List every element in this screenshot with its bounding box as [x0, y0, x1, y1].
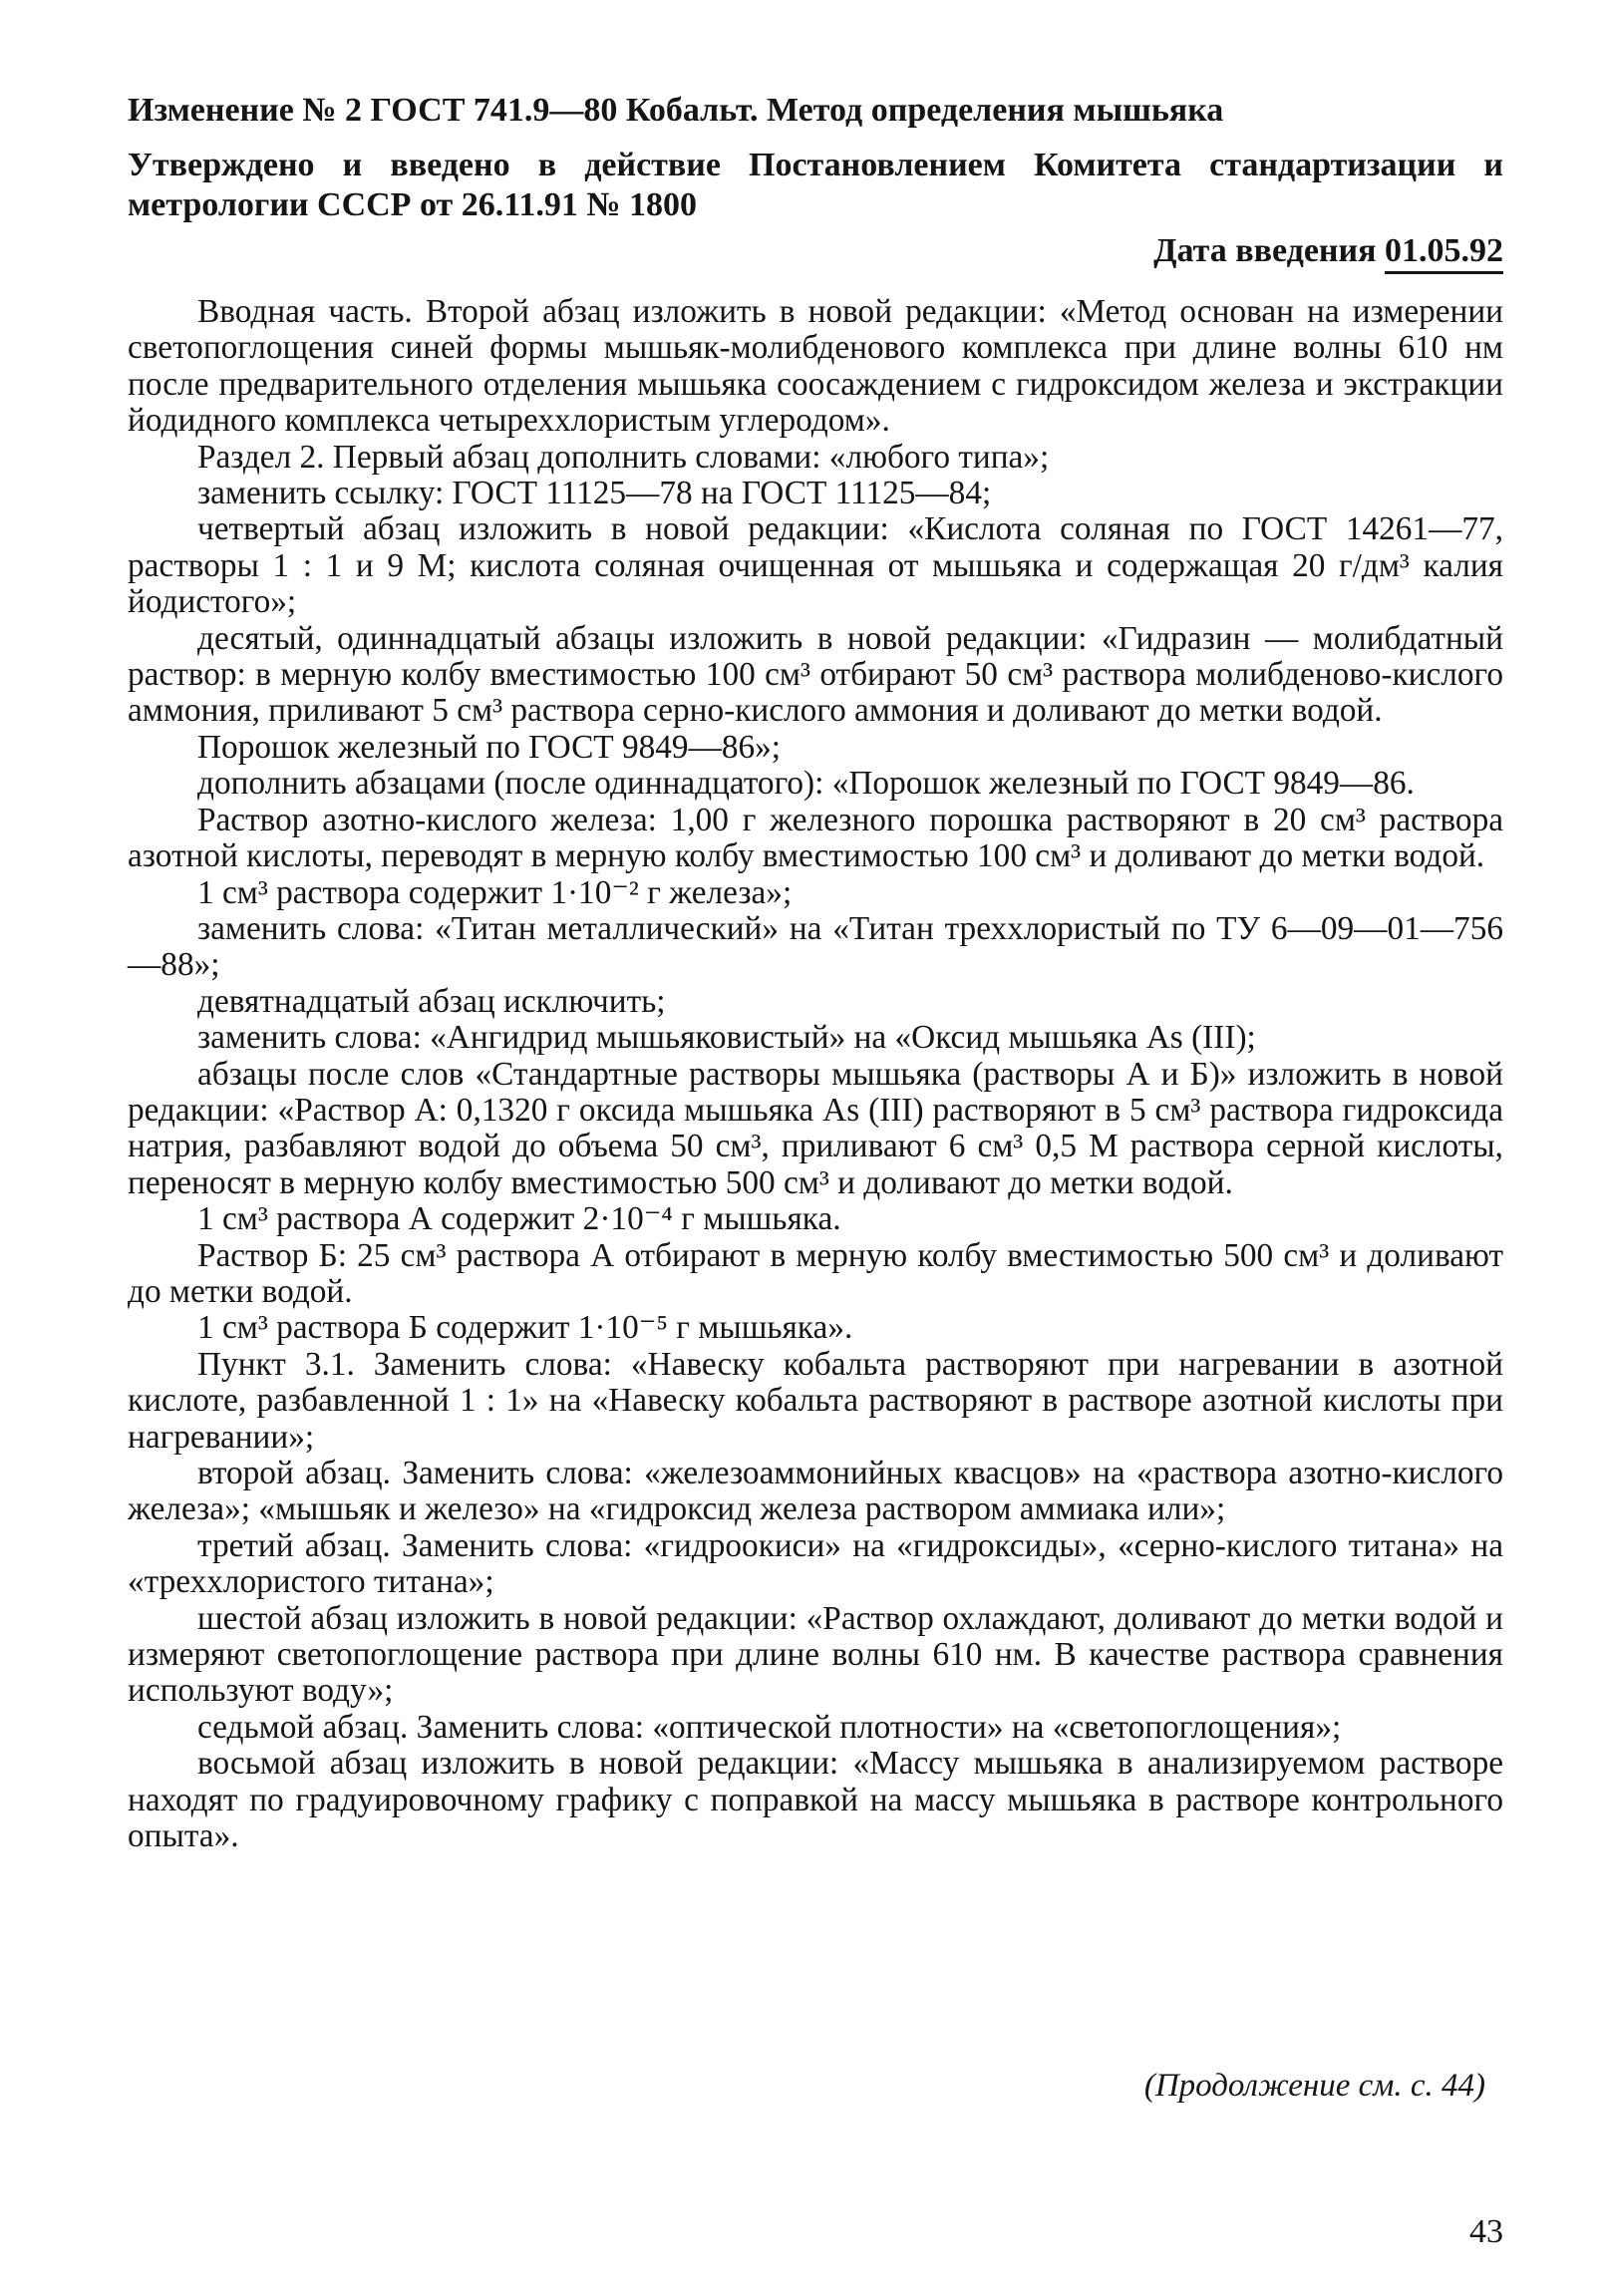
paragraph: шестой абзац изложить в новой редакции: «Раствор охлаждают, доливают до метки водой и измеряют светопоглощение раствора при длине волны 610 нм. В качестве раствора сравнения используют воду»; [128, 1599, 1503, 1710]
paragraph: заменить слова: «Титан металлический» на «Титан треххлористый по ТУ 6—09—01—756—88»; [128, 909, 1503, 984]
paragraph: восьмой абзац изложить в новой редакции: «Массу мышьяка в анализируемом растворе находят по градуировочному графику с поправкой на массу мышьяка в растворе контрольного опыта». [128, 1745, 1503, 1855]
paragraph: десятый, одиннадцатый абзацы изложить в новой редакции: «Гидразин — молибдатный раствор: в мерную колбу вместимостью 100 см³ отбирают 50 см³ раствора молибденово-кислого аммония, приливают 5 см³ раствора серно-кислого аммония и доливают до метки водой. [128, 619, 1503, 730]
paragraph: третий абзац. Заменить слова: «гидроокиси» на «гидроксиды», «серно-кислого титана» на «треххлористого титана»; [128, 1526, 1503, 1601]
approval-statement: Утверждено и введено в действие Постановлением Комитета стандартизации и метрологии СССР от 26.11.91 № 1800 [128, 147, 1503, 223]
paragraph: девятнадцатый абзац исключить; [197, 982, 666, 1020]
paragraph: четвертый абзац изложить в новой редакции: «Кислота соляная по ГОСТ 14261—77, растворы 1 : 1 и 9 М; кислота соляная очищенная от мышьяка и содержащая 20 г/дм³ калия йодистого»; [128, 510, 1503, 621]
paragraph: седьмой абзац. Заменить слова: «оптической плотности» на «светопоглощения»; [197, 1708, 1342, 1746]
paragraph: Раздел 2. Первый абзац дополнить словами: «любого типа»; [197, 438, 1050, 476]
document-body [128, 294, 1503, 1854]
paragraph: второй абзац. Заменить слова: «железоаммонийных квасцов» на «раствора азотно-кислого железа»; «мышьяк и железо» на «гидроксид железа раствором аммиака или»; [128, 1455, 1503, 1528]
paragraph: дополнить абзацами (после одиннадцатого): «Порошок железный по ГОСТ 9849—86. [197, 765, 1415, 803]
page-number: 43 [1469, 2213, 1503, 2250]
document-header [128, 90, 1503, 271]
paragraph: 1 см³ раствора А содержит 2·10⁻⁴ г мышьяка. [197, 1200, 841, 1238]
paragraph: Пункт 3.1. Заменить слова: «Навеску кобальта растворяют при нагревании в азотной кислоте, разбавленной 1 : 1» на «Навеску кобальта растворяют в растворе азотной кислоты при нагревании»; [128, 1345, 1503, 1456]
paragraph: абзацы после слов «Стандартные растворы мышьяка (растворы А и Б)» изложить в новой редакции: «Раствор А: 0,1320 г оксида мышьяка As (III) растворяют в 5 см³ раствора гидроксида натрия, разбавляют водой до объема 50 см³, приливают 6 см³ 0,5 М раствора серной кислоты, переносят в мерную колбу вместимостью 500 см³ и доливают до метки водой. [128, 1055, 1503, 1201]
paragraph: заменить ссылку: ГОСТ 11125—78 на ГОСТ 11125—84; [197, 475, 992, 512]
paragraph: заменить слова: «Ангидрид мышьяковистый» на «Оксид мышьяка As (III); [197, 1019, 1256, 1057]
paragraph: Раствор азотно-кислого железа: 1,00 г железного порошка растворяют в 20 см³ раствора азотной кислоты, переводят в мерную колбу вместимостью 100 см³ и доливают до метки водой. [128, 801, 1503, 875]
paragraph: Раствор Б: 25 см³ раствора А отбирают в мерную колбу вместимостью 500 см³ и доливают до метки водой. [128, 1236, 1503, 1310]
paragraph: 1 см³ раствора содержит 1·10⁻² г железа»; [197, 873, 793, 911]
paragraph: Порошок железный по ГОСТ 9849—86»; [197, 728, 782, 766]
effective-date [128, 231, 1503, 271]
effective-date-value: 01.05.92 [1385, 232, 1503, 274]
continuation-note: (Продолжение см. с. 44) [1143, 2068, 1485, 2104]
amendment-title: Изменение № 2 ГОСТ 741.9—80 Кобальт. Метод определения мышьяка [128, 92, 1224, 129]
effective-date-label: Дата введения [1153, 232, 1377, 269]
paragraph: Вводная часть. Второй абзац изложить в новой редакции: «Метод основан на измерении светопоглощения синей формы мышьяк-молибденового комплекса при длине волны 610 нм после предварительного отделения мышьяка соосаждением с гидроксидом железа и экстракции йодидного комплекса четыреххлористым углеродом». [128, 293, 1503, 440]
paragraph: 1 см³ раствора Б содержит 1·10⁻⁵ г мышьяка». [197, 1309, 853, 1347]
